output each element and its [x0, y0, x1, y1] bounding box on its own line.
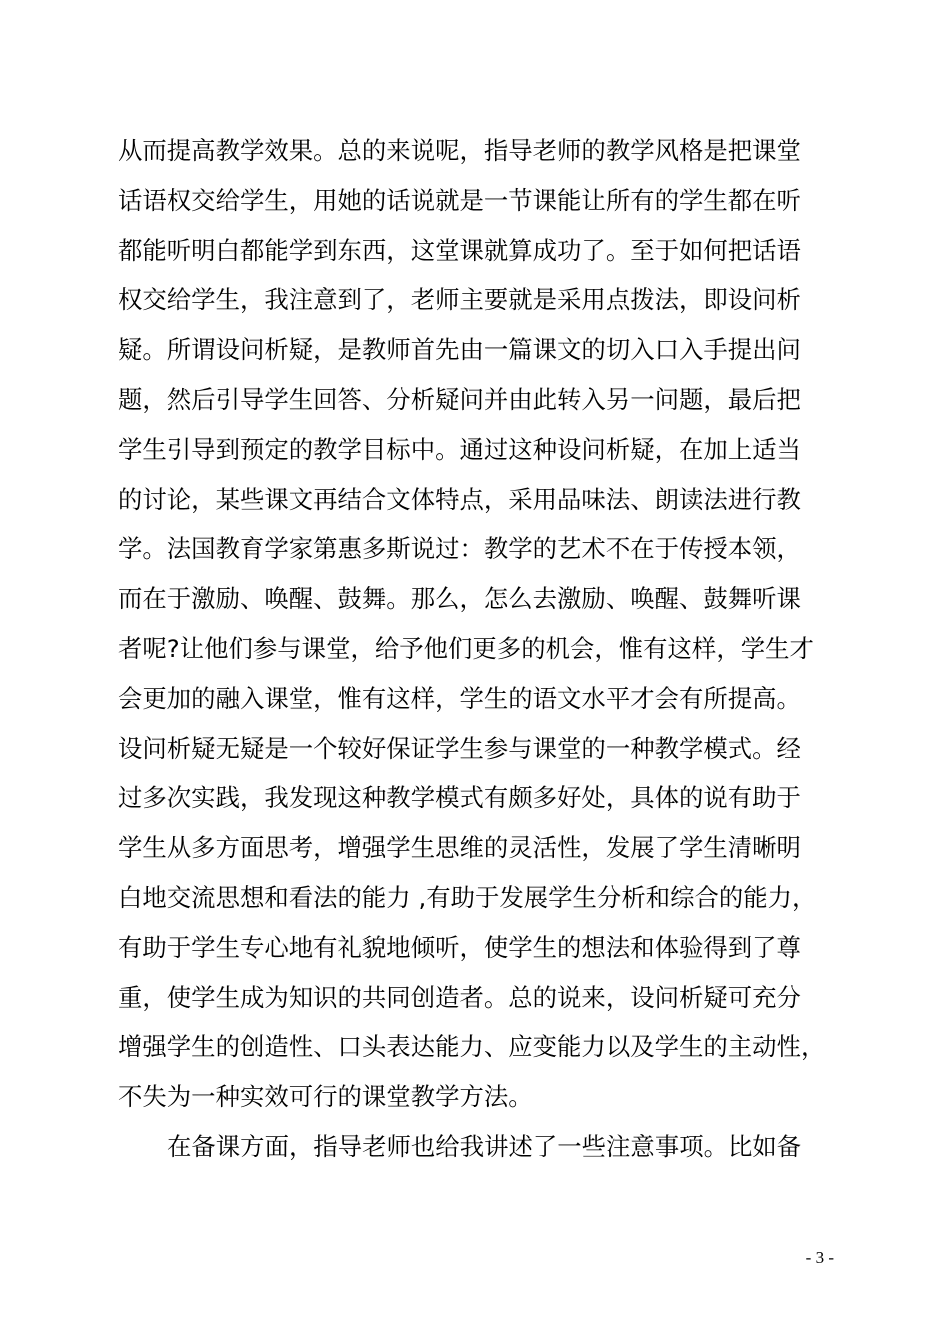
text-line: 过多次实践，我发现这种教学模式有颇多好处，具体的说有助于	[118, 783, 801, 813]
text-line: 权交给学生，我注意到了，老师主要就是采用点拨法，即设问析	[118, 285, 801, 315]
text-line: 重，使学生成为知识的共同创造者。总的说来，设问析疑可充分	[118, 982, 801, 1012]
text-line: 学。法国教育学家第惠多斯说过：教学的艺术不在于传授本领，	[118, 534, 801, 564]
text-line: 学生从多方面思考，增强学生思维的灵活性，发展了学生清晰明	[118, 833, 801, 863]
text-line: 不失为一种实效可行的课堂教学方法。	[118, 1082, 533, 1112]
text-line: 有助于学生专心地有礼貌地倾听，使学生的想法和体验得到了尊	[118, 932, 801, 962]
text-line: 疑。所谓设问析疑，是教师首先由一篇课文的切入口入手提出问	[118, 335, 801, 365]
body-text	[118, 126, 838, 1172]
text-line: 题，然后引导学生回答、分析疑问并由此转入另一问题，最后把	[118, 384, 801, 414]
text-line: 学生引导到预定的教学目标中。通过这种设问析疑，在加上适当	[118, 434, 801, 464]
text-line: 会更加的融入课堂，惟有这样，学生的语文水平才会有所提高。	[118, 683, 801, 713]
text-line: 都能听明白都能学到东西，这堂课就算成功了。至于如何把话语	[118, 235, 801, 265]
text-line: 白地交流思想和看法的能力 ,有助于发展学生分析和综合的能力，	[118, 882, 817, 912]
text-line: 话语权交给学生，用她的话说就是一节课能让所有的学生都在听	[118, 185, 801, 215]
text-line: 从而提高教学效果。总的来说呢，指导老师的教学风格是把课堂	[118, 136, 801, 165]
text-line: 的讨论，某些课文再结合文体特点，采用品味法、朗读法进行教	[118, 484, 801, 514]
text-line: 而在于激励、唤醒、鼓舞。那么，怎么去激励、唤醒、鼓舞听课	[118, 584, 801, 614]
text-line: 增强学生的创造性、口头表达能力、应变能力以及学生的主动性，	[118, 1032, 826, 1062]
paragraph-start-line: 在备课方面，指导老师也给我讲述了一些注意事项。比如备	[167, 1131, 802, 1161]
text-line: 者呢?让他们参与课堂，给予他们更多的机会，惟有这样，学生才	[118, 633, 814, 663]
text-line: 设问析疑无疑是一个较好保证学生参与课堂的一种教学模式。经	[118, 733, 801, 763]
page-number: - 3 -	[805, 1248, 834, 1267]
